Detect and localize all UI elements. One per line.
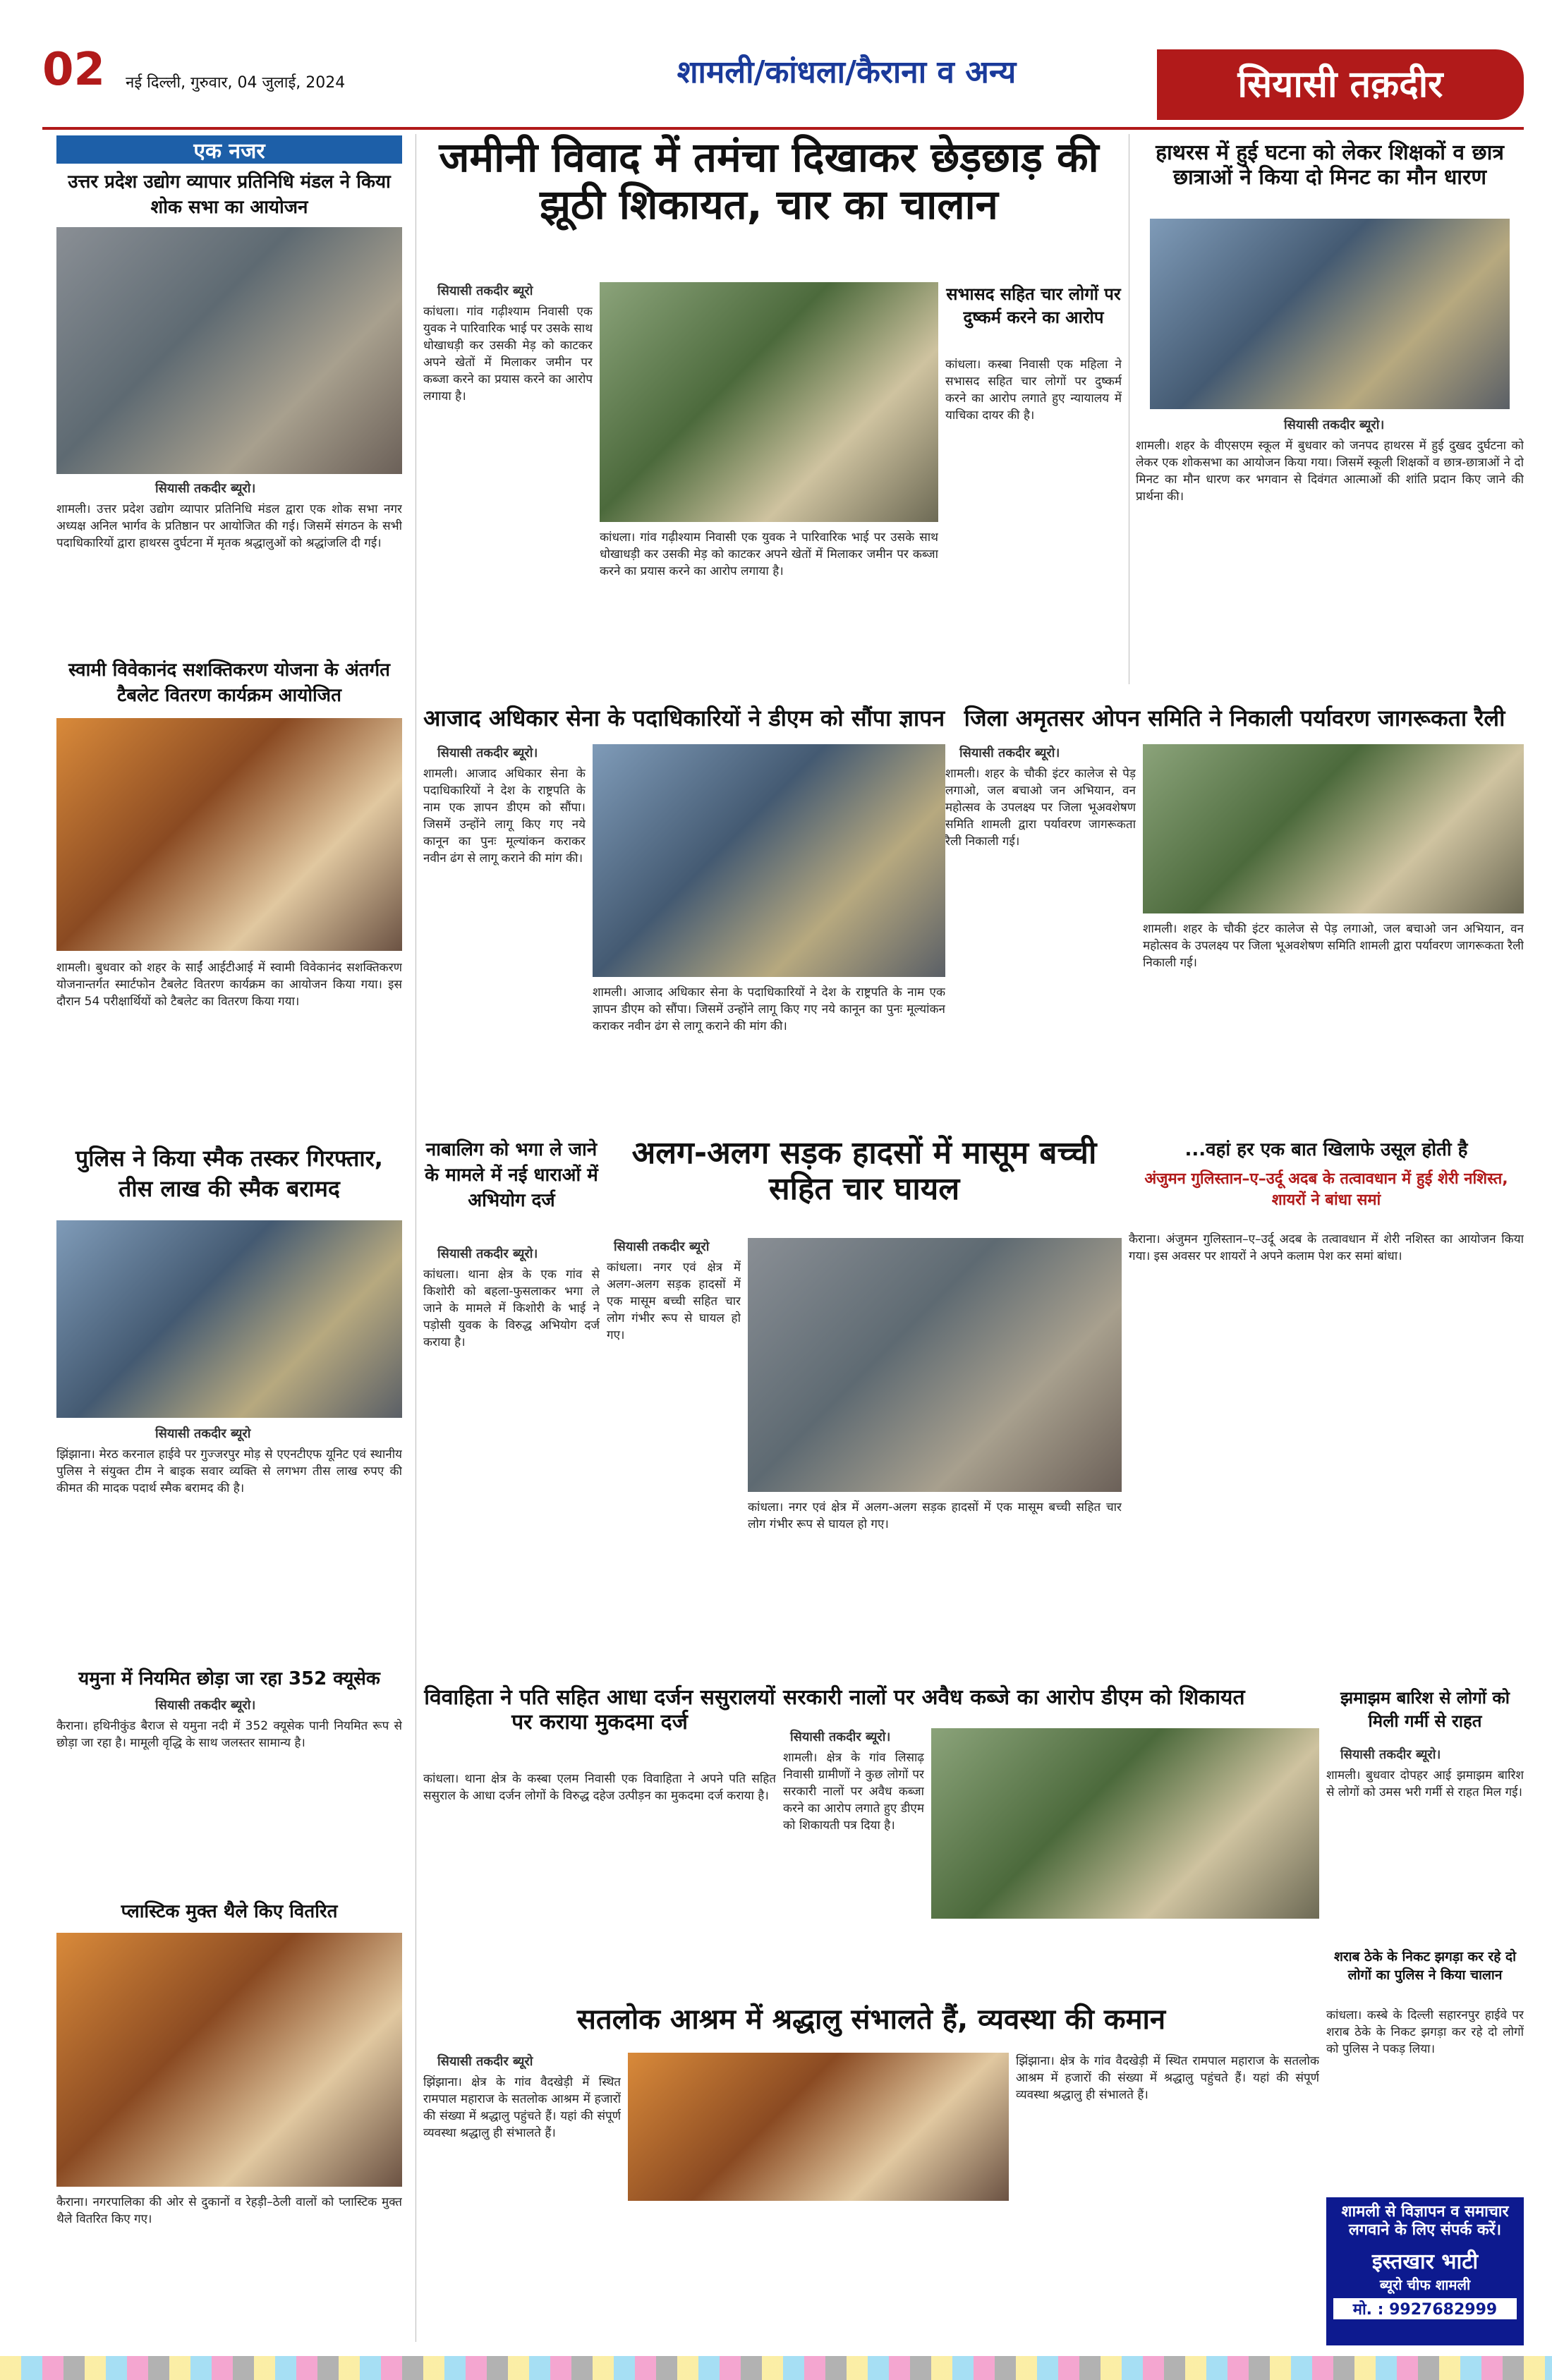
left-story2-title: स्वामी विवेकानंद सशक्तिकरण योजना के अंतर्गत टैबलेट वितरण कार्यक्रम आयोजित [68,660,390,706]
lead-photo [600,282,938,522]
lead-headline: जमीनी विवाद में तमंचा दिखाकर छेड़छाड़ की झूठी शिकायत, चार का चालान [439,133,1099,229]
left-story4-body: कैराना। हथिनीकुंड बैराज से यमुना नदी में 352 क्यूसेक पानी नियमित रूप से छोड़ा जा रहा है। मामूली वृद्धि के साथ जलस्तर सामान्य है। [56,1719,402,1750]
right-story2-photo [1143,744,1524,913]
right-story2-body-continued: शामली। शहर के चौकी इंटर कालेज से पेड़ लगाओ, जल बचाओ जन अभियान, वन महोत्सव के उपलक्ष्य पर जिला भूअवशेषण समिति शामली द्वारा पर्यावरण जागरूकता रैली निकाली गई। [1143,922,1524,970]
satlok-byline: सियासी तकदीर ब्यूरो [437,2054,533,2069]
satlok-body: झिंझाना। क्षेत्र के गांव वैदखेड़ी में स्थित रामपाल महाराज के सतलोक आश्रम में हजारों की संख्या में श्रद्धालु पहुंचते हैं। यहां की संपूर्ण व्यवस्था श्रद्धालु ही संभालते हैं। [423,2075,621,2140]
azad-byline: सियासी तकदीर ब्यूरो। [437,746,538,760]
right-story1-byline: सियासी तकदीर ब्यूरो। [1284,418,1385,432]
brand-banner: सियासी तक़दीर [1157,49,1524,120]
lead-byline: सियासी तकदीर ब्यूरो [437,284,533,298]
ad-line1: शामली से विज्ञापन व समाचार लगवाने के लिए संपर्क करें। [1341,2203,1509,2240]
nale-body: शामली। क्षेत्र के गांव लिसाढ़ निवासी ग्रामीणों ने कुछ लोगों पर सरकारी नालों पर अवैध कब्जा करने का आरोप लगाते हुए डीएम को शिकायती पत्र दिया है। [783,1751,924,1833]
lead-body: कांधला। गांव गढ़ीश्याम निवासी एक युवक ने पारिवारिक भाई पर उसके साथ धोखाधड़ी कर उसकी मेड़ को काटकर अपने खेतों में मिलाकर जमीन पर कब्जा करने का प्रयास करने का आरोप लगाया है। [423,305,593,403]
left-story1-body: शामली। उत्तर प्रदेश उद्योग व्यापार प्रतिनिधि मंडल द्वारा एक शोक सभा नगर अध्यक्ष अनिल भार्गव के प्रतिष्ठान पर आयोजित की गई। जिसमें संगठन के सभी पदाधिकारियों द्वारा हाथरस दुर्घटना में मृतक श्रद्धालुओं को श्रद्धांजलि दी गई। [56,502,402,550]
satlok-body-continued: झिंझाना। क्षेत्र के गांव वैदखेड़ी में स्थित रामपाल महाराज के सतलोक आश्रम में हजारों की संख्या में श्रद्धालु पहुंचते हैं। यहां की संपूर्ण व्यवस्था श्रद्धालु ही संभालते हैं। [1016,2054,1319,2102]
contact-ad [1326,2197,1524,2345]
left-story5-photo [56,1933,402,2187]
right-story1-body: शामली। शहर के वीएसएम स्कूल में बुधवार को जनपद हाथरस में हुई दुखद दुर्घटना को लेकर एक शोकसभा का आयोजन किया गया। जिसमें स्कूली शिक्षकों व छात्र-छात्राओं ने दो मिनट का मौन धारण कर भगवान से दिवंगत आत्माओं की शांति प्रदान किए जाने की प्रार्थना की। [1136,439,1524,504]
side1-title: सभासद सहित चार लोगों पर दुष्कर्म करने का आरोप [946,284,1121,327]
right-story4-byline: सियासी तकदीर ब्यूरो। [1340,1747,1441,1762]
masthead-left [42,44,578,127]
header-rule [42,127,1524,130]
nale-headline: सरकारी नालों पर अवैध कब्जे का आरोप डीएम को शिकायत [783,1685,1245,1710]
ad-role: ब्यूरो चीफ शामली [1379,2276,1471,2293]
left-story5-title: प्लास्टिक मुक्त थैले किए वितरित [121,1901,338,1922]
nabalik-byline: सियासी तकदीर ब्यूरो। [437,1246,538,1261]
side1-body: कांधला। कस्बा निवासी एक महिला ने सभासद सहित चार लोगों पर दुष्कर्म करने का आरोप लगाते हुए न्यायालय में याचिका दायर की है। [945,358,1122,423]
azad-headline: आजाद अधिकार सेना के पदाधिकारियों ने डीएम को सौंपा ज्ञापन [423,705,945,731]
azad-body-continued: शामली। आजाद अधिकार सेना के पदाधिकारियों ने देश के राष्ट्रपति के नाम एक ज्ञापन डीएम को सौंपा। जिसमें उन्होंने लागू किए गए नये कानून का पुनः मूल्यांकन कराकर नवीन ढंग से लागू कराने की मांग की। [593,985,945,1033]
right-story5-body: कांधला। कस्बे के दिल्ली सहारनपुर हाईवे पर शराब ठेके के निकट झगड़ा कर रहे दो लोगों को पुलिस ने पकड़ लिया। [1326,2008,1524,2056]
satlok-photo [628,2053,1009,2201]
left-story2-photo [56,718,402,951]
left-story1-photo [56,227,402,474]
right-story5-title: शराब ठेके के निकट झगड़ा कर रहे दो लोगों का पुलिस ने किया चालान [1333,1949,1516,1983]
azad-body: शामली। आजाद अधिकार सेना के पदाधिकारियों ने देश के राष्ट्रपति के नाम एक ज्ञापन डीएम को सौंपा। जिसमें उन्होंने लागू किए गए नये कानून का पुनः मूल्यांकन कराकर नवीन ढंग से लागू कराने की मांग की। [423,767,586,866]
ad-name: इस्तखार भाटी [1371,2249,1479,2274]
accident-body-continued: कांधला। नगर एवं क्षेत्र में अलग-अलग सड़क हादसों में एक मासूम बच्ची सहित चार लोग गंभीर रूप से घायल हो गए। [748,1500,1122,1531]
right-story3-body: कैराना। अंजुमन गुलिस्तान–ए–उर्दू अदब के तत्वावधान में शेरी नशिस्त का आयोजन किया गया। इस अवसर पर शायरों ने अपने कलाम पेश कर समां बांधा। [1129,1232,1524,1263]
left-story4-byline: सियासी तकदीर ब्यूरो। [155,1698,256,1713]
right-story3-title: अंजुमन गुलिस्तान–ए–उर्दू अदब के तत्वावधान में हुई शेरी नशिस्त, शायरों ने बांधा समां [1144,1170,1508,1209]
left-story3-byline: सियासी तकदीर ब्यूरो [155,1426,251,1441]
left-story2-body: शामली। बुधवार को शहर के साईं आईटीआई में स्वामी विवेकानंद सशक्तिकरण योजनान्तर्गत स्मार्टफोन टैबलेट वितरण कार्यक्रम का आयोजन किया गया। इस दौरान 54 परीक्षार्थियों को टैबलेट का वितरण किया गया। [56,961,402,1009]
left-story3-title: पुलिस ने किया स्मैक तस्कर गिरफ्तार, तीस लाख की स्मैक बरामद [75,1145,383,1202]
accident-headline: अलग-अलग सड़क हादसों में मासूम बच्ची सहित चार घायल [631,1135,1097,1207]
nale-photo [931,1728,1319,1919]
nale-byline: सियासी तकदीर ब्यूरो। [790,1730,891,1744]
right-story1-photo [1150,219,1510,409]
accident-byline: सियासी तकदीर ब्यूरो [614,1239,710,1254]
nabalik-title: नाबालिग को भगा ले जाने के मामले में नई धाराओं में अभियोग दर्ज [425,1139,598,1211]
azad-photo [593,744,945,977]
accident-photo [748,1238,1122,1492]
left-story3-photo [56,1220,402,1418]
left-story1-title: उत्तर प्रदेश उद्योग व्यापार प्रतिनिधि मंडल ने किया शोक सभा का आयोजन [68,171,391,218]
right-story3-kicker: ...वहां हर एक बात खिलाफे उसूल होती है [1184,1139,1468,1160]
section-title: शामली/कांधला/कैराना व अन्य [677,54,1017,90]
lead-body-continued: कांधला। गांव गढ़ीश्याम निवासी एक युवक ने पारिवारिक भाई पर उसके साथ धोखाधड़ी कर उसकी मेड़ को काटकर अपने खेतों में मिलाकर जमीन पर कब्जा करने का प्रयास करने का आरोप लगाया है। [600,530,938,578]
right-story2-byline: सियासी तकदीर ब्यूरो। [959,746,1060,760]
left-story4-title: यमुना में नियमित छोड़ा जा रहा 352 क्यूसेक [78,1668,380,1689]
left-story3-body: झिंझाना। मेरठ करनाल हाईवे पर गुज्जरपुर मोड़ से एएनटीएफ यूनिट एवं स्थानीय पुलिस ने संयुक्त टीम ने बाइक सवार व्यक्ति से लगभग तीस लाख रुपए की कीमत की मादक पदार्थ स्मैक बरामद की है। [56,1447,402,1495]
right-story1-title: हाथरस में हुई घटना को लेकर शिक्षकों व छात्र छात्राओं ने किया दो मिनट का मौन धारण [1156,140,1504,190]
satlok-headline: सतलोक आश्रम में श्रद्धालु संभालते हैं, व्यवस्था की कमान [576,2003,1166,2036]
issue-date: नई दिल्ली, गुरुवार, 04 जुलाई, 2024 [126,73,346,92]
print-color-bar [0,2356,1552,2380]
right-story2-body: शामली। शहर के चौकी इंटर कालेज से पेड़ लगाओ, जल बचाओ जन अभियान, वन महोत्सव के उपलक्ष्य पर जिला भूअवशेषण समिति शामली द्वारा पर्यावरण जागरूकता रैली निकाली गई। [945,767,1136,849]
left-story5-body: कैराना। नगरपालिका की ओर से दुकानों व रेहड़ी–ठेली वालों को प्लास्टिक मुक्त थैले वितरित किए गए। [56,2195,402,2226]
ek-nazar-badge: एक नजर [56,135,402,164]
accident-body: कांधला। नगर एवं क्षेत्र में अलग-अलग सड़क हादसों में एक मासूम बच्ची सहित चार लोग गंभीर रूप से घायल हो गए। [607,1261,741,1342]
vivahita-body: कांधला। थाना क्षेत्र के कस्बा एलम निवासी एक विवाहिता ने अपने पति सहित ससुराल के आधा दर्जन लोगों के विरुद्ध दहेज उत्पीड़न का मुकदमा दर्ज कराया है। [423,1772,776,1803]
nabalik-body: कांधला। थाना क्षेत्र के एक गांव से किशोरी को बहला-फुसलाकर भगा ले जाने के मामले में किशोरी के भाई ने पड़ोसी युवक के विरुद्ध अभियोग दर्ज कराया है। [423,1268,600,1349]
page-number: 02 [42,44,106,96]
right-story4-title: झमाझम बारिश से लोगों को मिली गर्मी से राहत [1340,1688,1510,1731]
right-story4-body: शामली। बुधवार दोपहर आई झमाझम बारिश से लोगों को उमस भरी गर्मी से राहत मिल गई। [1326,1768,1524,1799]
left-story1-byline: सियासी तकदीर ब्यूरो। [155,481,256,496]
right-story2-title: जिला अमृतसर ओपन समिति ने निकाली पर्यावरण जागरूकता रैली [964,705,1505,731]
vivahita-headline: विवाहिता ने पति सहित आधा दर्जन ससुरालयों पर कराया मुकदमा दर्ज [424,1685,775,1735]
ad-phone: मो. : 9927682999 [1333,2298,1517,2319]
